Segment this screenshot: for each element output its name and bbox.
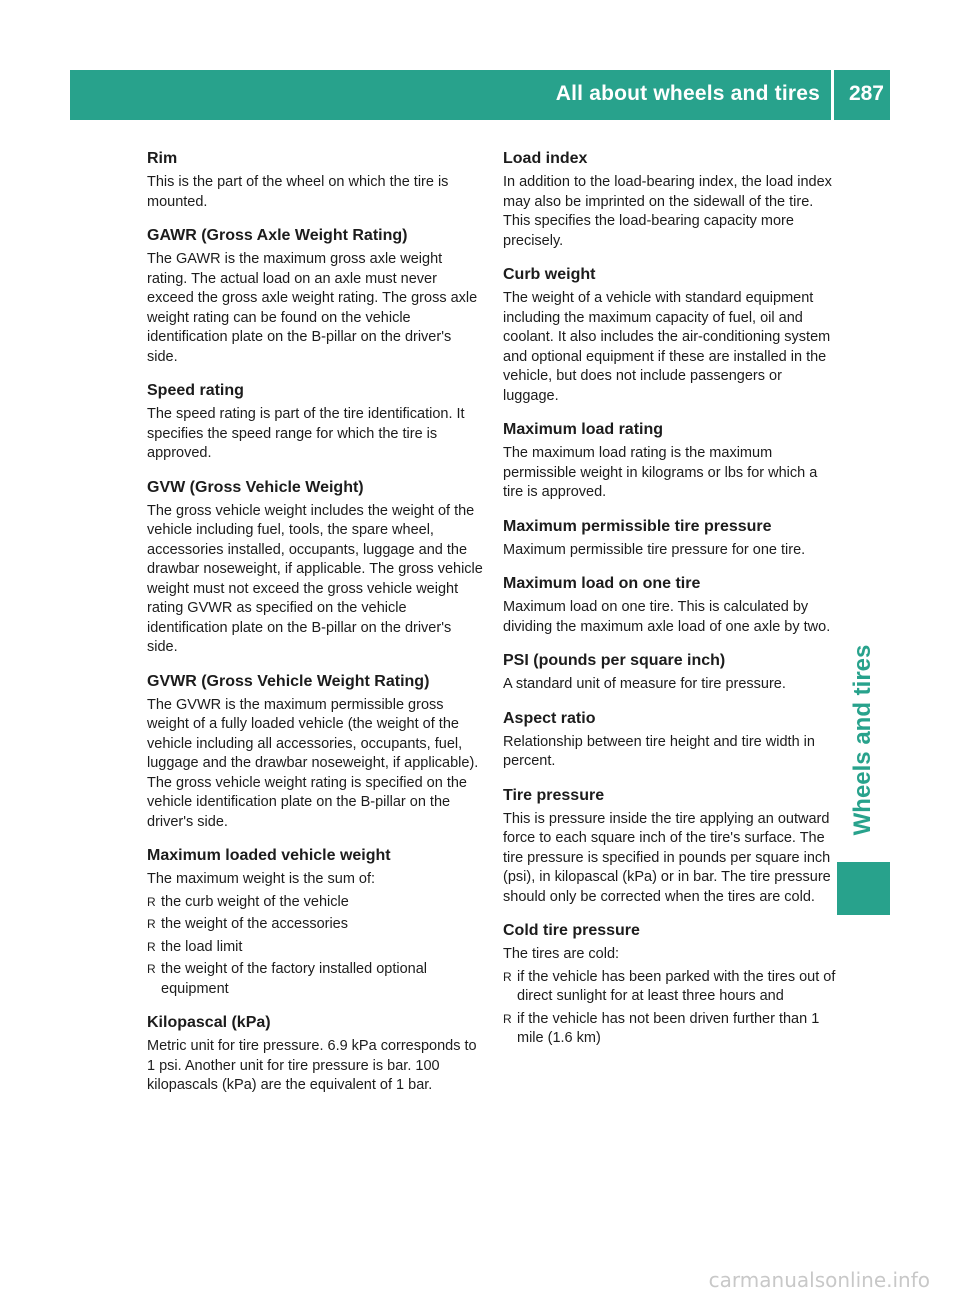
entry-heading: Maximum load rating <box>503 421 664 438</box>
entry-text: This is the part of the wheel on which the tire is mounted. <box>147 174 449 210</box>
glossary-entry <box>503 264 839 406</box>
list-item <box>503 1010 839 1049</box>
entry-text: The GAWR is the maximum gross axle weight rating. The actual load on an axle must never exceed the gross axle weight rating. The gross axle weight rating can be found on the vehicle identification plate on the B-pillar on the driver's side. <box>147 251 478 365</box>
entry-text: The maximum load rating is the maximum permissible weight in kilograms or lbs for which a tire is approved. <box>503 445 818 500</box>
glossary-entry <box>503 573 839 637</box>
entry-heading: Maximum permissible tire pressure <box>503 517 772 535</box>
entry-text: Metric unit for tire pressure. 6.9 kPa corresponds to 1 psi. Another unit for tire pressure is bar. 100 kilopascals (kPa) are the equivalent of 1 bar. <box>147 1038 477 1093</box>
list-item-text: the weight of the factory installed optional equipment <box>161 961 427 997</box>
glossary-entry <box>503 148 839 251</box>
bullet-icon: R <box>147 894 156 909</box>
entry-heading: GVWR (Gross Vehicle Weight Rating) <box>147 672 430 690</box>
chapter-marker <box>837 862 890 915</box>
list-item-text: if the vehicle has not been driven further than 1 mile (1.6 km) <box>517 1010 820 1046</box>
glossary-entry <box>503 650 839 695</box>
entry-heading: Maximum load on one tire <box>503 575 701 592</box>
bullet-icon: R <box>147 962 156 976</box>
entry-heading: Cold tire pressure <box>503 922 640 939</box>
section-title: All about wheels and tires <box>555 82 820 105</box>
list-item-text: the curb weight of the vehicle <box>161 893 349 910</box>
entry-text: The speed rating is part of the tire identification. It specifies the speed range for which the tire is approved. <box>147 406 465 461</box>
entry-heading: GAWR (Gross Axle Weight Rating) <box>147 227 408 244</box>
entry-text: A standard unit of measure for tire pressure. <box>503 676 786 692</box>
entry-text: The GVWR is the maximum permissible gross weight of a fully loaded vehicle (the weight of the vehicle including all accessories, occupants, fuel, luggage and the drawbar noseweight, if applicable). The gross vehicle weight rating is specified on the vehicle identification plate on the B-pillar on the driver's side. <box>147 696 479 830</box>
entry-heading: GVW (Gross Vehicle Weight) <box>147 478 364 496</box>
chapter-tab <box>837 640 890 840</box>
glossary-entry <box>147 845 483 999</box>
entry-heading: Speed rating <box>147 382 244 399</box>
entry-heading: PSI (pounds per square inch) <box>503 652 726 669</box>
bullet-icon: R <box>503 969 512 984</box>
glossary-entry <box>503 920 839 1049</box>
entry-heading: Tire pressure <box>503 786 605 804</box>
glossary-entry <box>503 785 839 908</box>
glossary-entry <box>503 516 839 561</box>
right-column <box>503 148 839 1062</box>
bullet-list <box>503 968 839 1049</box>
glossary-entry <box>147 380 483 464</box>
entry-heading: Rim <box>147 150 178 167</box>
list-item <box>147 938 483 958</box>
entry-heading: Curb weight <box>503 266 596 283</box>
bullet-icon: R <box>503 1011 512 1026</box>
header-band <box>70 70 890 120</box>
entry-text: The weight of a vehicle with standard equipment including the maximum capacity of fuel, oil and coolant. It also includes the air-conditioning system and optional equipment if these are installed in the vehicle, but does not include passengers or luggage. <box>503 290 831 404</box>
bullet-icon: R <box>147 939 156 954</box>
entry-text: The gross vehicle weight includes the weight of the vehicle including fuel, tools, the spare wheel, accessories installed, occupants, luggage and the drawbar noseweight, if applicable. The gross vehicle weight must not exceed the gross vehicle weight rating GVWR as specified on the vehicle identification plate on the B-pillar on the driver's side. <box>147 502 483 655</box>
entry-heading: Load index <box>503 150 588 167</box>
list-item <box>503 968 839 1007</box>
glossary-entry <box>503 419 839 503</box>
glossary-entry <box>147 225 483 367</box>
entry-text: Maximum permissible tire pressure for one tire. <box>503 541 806 558</box>
entry-text: Maximum load on one tire. This is calculated by dividing the maximum axle load of one axle by two. <box>503 599 831 635</box>
watermark: carmanualsonline.info <box>708 1268 930 1292</box>
entry-heading: Aspect ratio <box>503 709 596 727</box>
entry-heading: Kilopascal (kPa) <box>147 1014 271 1031</box>
glossary-entry <box>147 1012 483 1096</box>
entry-text: The maximum weight is the sum of: <box>147 871 376 887</box>
chapter-tab-label: Wheels and tires <box>849 644 876 836</box>
entry-text: In addition to the load-bearing index, the load index may also be imprinted on the sidewall of the tire. This specifies the load-bearing capacity more precisely. <box>503 174 832 249</box>
header-divider <box>831 70 834 120</box>
bullet-icon: R <box>147 917 156 931</box>
entry-text: Relationship between tire height and tire width in percent. <box>503 733 815 769</box>
entry-text: The tires are cold: <box>503 946 620 962</box>
bullet-list <box>147 893 483 1000</box>
list-item <box>147 960 483 999</box>
entry-heading: Maximum loaded vehicle weight <box>147 847 391 864</box>
glossary-entry <box>147 148 483 212</box>
list-item-text: if the vehicle has been parked with the tires out of direct sunlight for at least three hours and <box>517 968 836 1004</box>
glossary-entry <box>147 671 483 833</box>
list-item-text: the weight of the accessories <box>161 916 348 932</box>
glossary-entry <box>147 477 483 658</box>
entry-text: This is pressure inside the tire applying an outward force to each square inch of the tire's surface. The tire pressure is specified in pounds per square inch (psi), in kilopascal (kPa) or in bar. The tire pressure should only be corrected when the tires are cold. <box>503 810 831 905</box>
left-column <box>147 148 483 1109</box>
page-number: 287 <box>848 82 884 105</box>
list-item <box>147 915 483 935</box>
list-item-text: the load limit <box>161 938 243 955</box>
list-item <box>147 893 483 913</box>
glossary-entry <box>503 708 839 772</box>
